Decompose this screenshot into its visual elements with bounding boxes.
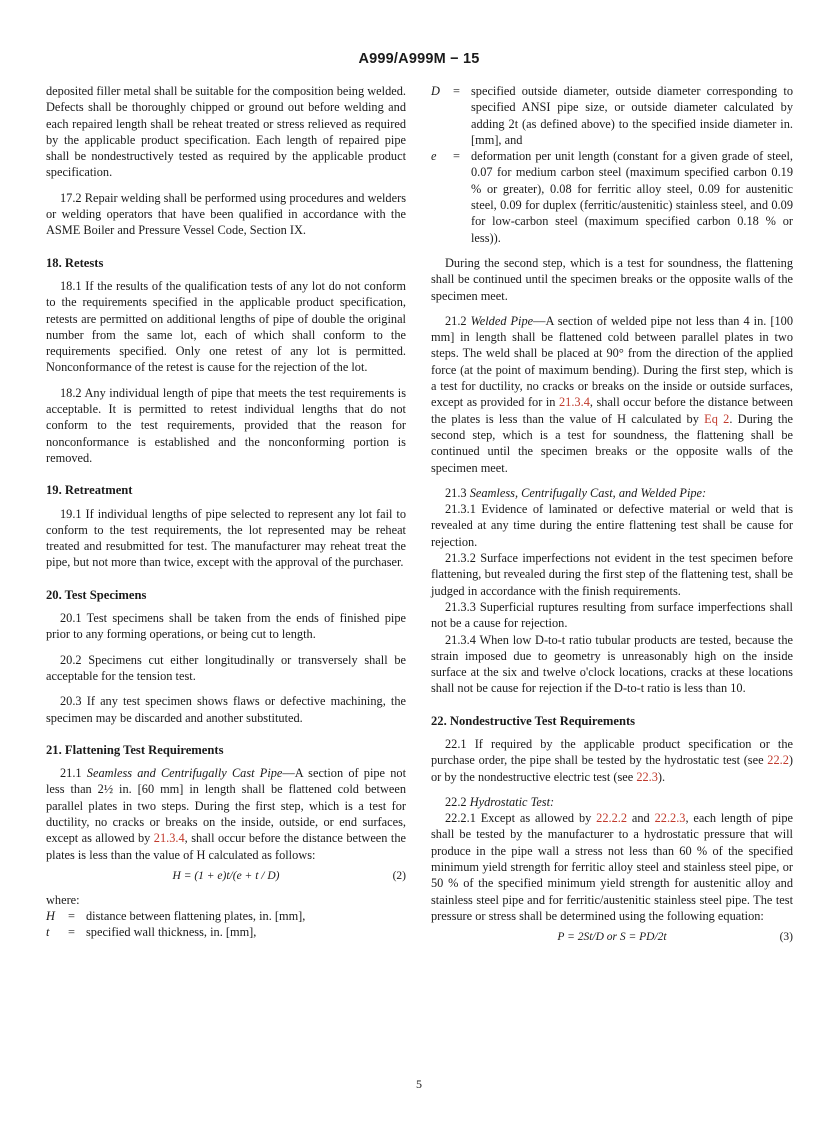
link-22-3[interactable]: 22.3: [636, 769, 658, 784]
definition-text: specified wall thickness, in. [mm],: [86, 925, 257, 940]
definition-symbol: D: [431, 84, 440, 98]
definition-symbol: t: [46, 925, 50, 940]
paragraph-22-2-1: [431, 810, 793, 924]
definition-equals: =: [453, 84, 460, 98]
paragraph-20-3: 20.3 If any test specimen shows flaws or defective machining, the specimen may be discarded and another substituted.: [46, 694, 406, 725]
where-label: where:: [46, 892, 80, 907]
subsection-title: Welded Pipe: [470, 313, 534, 328]
definition-equals: =: [68, 925, 75, 940]
definition-text: deformation per unit length (constant for a given grade of steel, 0.07 for medium carbon steel (maximum specified carbon 0.19 % or greater), 0.08 for ferritic alloy steel, 0.09 for austenitic steel, 0.09 for duplex (ferritic/austenitic) stainless steel, and 0.09 for low-carbon steel (maximum specified carbon 0.18 % or less)).: [471, 149, 793, 245]
paragraph-21-3-1: 21.3.1 Evidence of laminated or defective material or weld that is revealed at any time during the entire flattening test shall be cause for rejection.: [431, 502, 793, 549]
definition-equals: =: [68, 909, 75, 924]
equation-number: (2): [392, 869, 406, 882]
definition-symbol: e: [431, 149, 437, 164]
definition-e: [431, 148, 793, 246]
paragraph-22-1: [431, 736, 793, 785]
definition-D: [431, 83, 793, 148]
paragraph-21-3-4: 21.3.4 When low D-to-t ratio tubular products are tested, because the strain imposed due to geometry is unreasonably high on the inside surface at the six and twelve o'clock locations, cracks at these locations shall not be cause for rejection if the D-to-t ratio is less than 10.: [431, 632, 793, 696]
definition-H: [46, 908, 406, 924]
paragraph-text: and: [627, 811, 655, 826]
section-heading-20: 20. Test Specimens: [46, 587, 147, 602]
right-column: [431, 83, 793, 953]
subsection-title: Seamless, Centrifugally Cast, and Welded Pipe:: [469, 485, 707, 500]
link-22-2-2[interactable]: 22.2.2: [596, 811, 628, 826]
paragraph-21-2: [431, 313, 793, 476]
link-eq-2[interactable]: Eq 2: [704, 411, 730, 426]
definition-text: specified outside diameter, outside diameter corresponding to specified ANSI pipe size, or outside diameter calculated by adding 2t (as defined above) to the specified inside diameter in. [mm], and: [471, 84, 793, 147]
link-21-3-4[interactable]: 21.3.4: [153, 831, 185, 846]
paragraph-text: —A section of welded pipe not less than 4 in. [100 mm] in length shall be flattened cold between parallel plates in two steps. The weld shall be placed at 90° from the direction of the applied force (at the point of maximum bending). During the first step, which is a test for ductility, no cracks or breaks on the inside or outside surfaces, except as provided for in: [431, 313, 794, 410]
paragraph-second-step: During the second step, which is a test for soundness, the flattening shall be continued until the specimen breaks or the opposite walls of the specimen meet.: [431, 255, 793, 303]
subsection-title: Hydrostatic Test:: [469, 794, 555, 809]
equation-body: H = (1 + e)t/(e + t / D): [172, 869, 280, 882]
document-designation: A999/A999M − 15: [358, 51, 480, 67]
paragraph-text: , each length of pipe shall be tested by the manufacturer to a hydrostatic pressure that will produce in the pipe wall a stress not less than 60 % of the specified minimum yield strength for ferritic alloy steel and stainless steel pipe, or 50 % of the specified minimum yield strength for austenitic alloy and stainless steel pipe and for ferritic/austenitic stainless steel pipe. The test pressure or stress shall be determined using the following equation:: [431, 811, 793, 923]
paragraph-20-1: 20.1 Test specimens shall be taken from the ends of finished pipe prior to any forming operations, or being cut to length.: [46, 611, 406, 642]
paragraph-21-3-3: 21.3.3 Superficial ruptures resulting from surface imperfections shall not be a cause for rejection.: [431, 599, 793, 631]
paragraph-text: , shall occur before the distance between the plates is less than the value of H calculated as follows:: [46, 831, 406, 862]
section-heading-19: 19. Retreatment: [46, 483, 133, 498]
definition-t: [46, 924, 406, 940]
paragraph-text: ) or by the nondestructive electric test (see: [431, 753, 793, 784]
equation-body: P = 2St/D or S = PD/2t: [557, 931, 667, 944]
paragraph-21-1: [46, 765, 406, 863]
paragraph-text: 22.2.1 Except as allowed by: [445, 811, 597, 826]
paragraph-number: 21.3: [445, 485, 470, 500]
paragraph-text: —A section of pipe not less than 2½ in. [60 mm] in length shall be flattened cold between parallel plates in two steps. During the first step, which is a test for ductility, no cracks or breaks on the inside, outside, or end surfaces, except as allowed by: [46, 766, 407, 846]
paragraph-21-3-2: 21.3.2 Surface imperfections not evident in the test specimen before flattening, but revealed during the first step of the flattening test, shall be judged in accordance with the finish requirements.: [431, 551, 793, 598]
paragraph-22-2: [431, 794, 793, 810]
equation-3: [431, 927, 793, 947]
paragraph-18-1: 18.1 If the results of the qualification tests of any lot do not conform to the requirements specified in the applicable product specification, retests are permitted on additional lengths of pipe of double the original number from the same lot, each of which shall conform to the requirements specified. Only one retest of any lot is permitted. Nonconformance of the retest is cause for the rejection of the lot.: [46, 278, 406, 375]
paragraph-number: 21.2: [445, 313, 471, 328]
equation-2: [46, 866, 406, 886]
link-22-2[interactable]: 22.2: [767, 753, 789, 768]
equation-number: (3): [779, 931, 793, 944]
page-number: 5: [416, 1077, 422, 1091]
paragraph-17-2: 17.2 Repair welding shall be performed using procedures and welders or welding operators that have been qualified in accordance with the ASME Boiler and Pressure Vessel Code, Section IX.: [46, 190, 406, 238]
section-heading-22: 22. Nondestructive Test Requirements: [431, 713, 636, 728]
left-column: [46, 83, 406, 941]
paragraph-text: ).: [657, 769, 666, 784]
continued-paragraph: deposited filler metal shall be suitable for the composition being welded. Defects shall be thoroughly chipped or ground out before welding and each repaired length shall be reheat treated or stress relieved as required by the applicable product specification. Each length of repaired pipe shall be nondestructively tested as required by the applicable product specification.: [46, 84, 406, 180]
paragraph-20-2: 20.2 Specimens cut either longitudinally or transversely shall be acceptable for the tension test.: [46, 652, 406, 683]
subsection-title: Seamless and Centrifugally Cast Pipe: [86, 766, 283, 781]
paragraph-text: , shall occur before the distance between the plates is less than the value of H calculated by: [431, 395, 793, 426]
paragraph-18-2: 18.2 Any individual length of pipe that meets the test requirements is acceptable. It is permitted to retest individual lengths that do not conform to the test requirements, provided that the reason for nonconformance is established and the nonconforming portion is removed.: [46, 385, 406, 465]
paragraph-number: 22.2: [445, 794, 470, 809]
link-21-3-4[interactable]: 21.3.4: [559, 395, 590, 410]
section-heading-18: 18. Retests: [46, 255, 104, 270]
paragraph-text: . During the second step, which is a test for soundness, the flattening shall be continued until the specimen breaks or the opposite walls of the specimen meet.: [431, 411, 793, 475]
definition-symbol: H: [46, 909, 55, 924]
paragraph-text: 22.1 If required by the applicable product specification or the purchase order, the pipe shall be tested by the hydrostatic test (see: [431, 736, 793, 768]
section-heading-21: 21. Flattening Test Requirements: [46, 742, 224, 757]
paragraph-21-3: [431, 485, 793, 501]
paragraph-number: 21.1: [60, 766, 87, 781]
link-22-2-3[interactable]: 22.2.3: [654, 811, 686, 826]
definition-equals: =: [453, 149, 460, 164]
definition-text: distance between flattening plates, in. [mm],: [86, 909, 306, 924]
paragraph-19-1: 19.1 If individual lengths of pipe selected to represent any lot fail to conform to the test requirements, the lot represented may be reheat treated and resubmitted for test. The manufacturer may reheat treat the pipe, but not more than twice, except with the approval of the purchaser.: [46, 506, 406, 570]
